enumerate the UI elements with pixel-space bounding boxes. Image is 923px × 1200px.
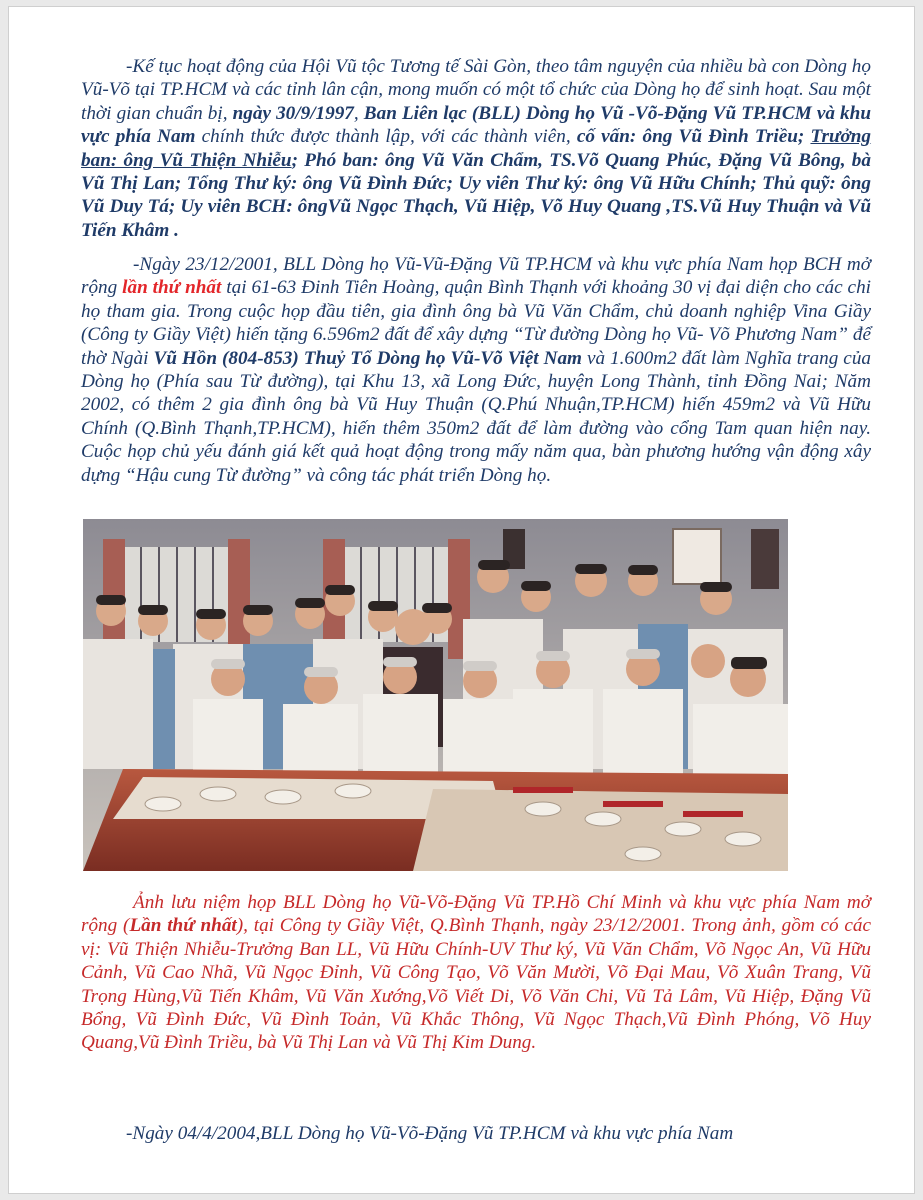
document-page — [8, 6, 915, 1194]
advisor: cố vấn: ông Vũ Đình Triều; — [576, 126, 811, 148]
founding-date: ngày 30/9/1997 — [232, 102, 354, 124]
text-run: Ảnh lưu niệm họp BLL Dòng họ Vũ-Võ-Đặng Vũ TP.Hồ Chí Minh và khu vực phía Nam mở rộng ( — [81, 892, 871, 937]
organization-name: Ban Liên lạc (BLL) Dòng họ Vũ -Võ-Đặng Vũ TP.HCM và khu vực phía Nam — [81, 102, 871, 148]
first-time-highlight: lần thứ nhất — [122, 277, 222, 299]
text-run: -Kế tục hoạt động của Hội Vũ tộc Tương tế Sài Gòn, theo tâm nguyện của nhiều bà con Dòng họ Vũ-Võ tại TP.HCM và các tỉnh lân cận, mong muốn có một tổ chức của Dòng họ để sinh hoạt. Sau một thời gian chuẩn bị, — [81, 56, 871, 124]
paragraph-bll-founding — [81, 55, 871, 242]
text-run: , — [353, 102, 364, 124]
head-of-board: Trưởng ban: ông Vũ Thiện Nhiễu — [81, 126, 872, 171]
text-run: chính thức được thành lập, với các thành viên, — [195, 126, 577, 148]
photo-illustration — [83, 519, 788, 871]
text-run: -Ngày 23/12/2001, BLL Dòng họ Vũ-Vũ-Đặng Vũ TP.HCM và khu vực phía Nam họp BCH mở rộng — [81, 254, 871, 299]
text-run: tại 61-63 Đinh Tiên Hoàng, quận Bình Thạnh với khoảng 30 vị đại diện cho các chi họ tham gia. Trong cuộc họp đầu tiên, gia đình ông bà Vũ Văn Chẩm, chủ doanh nghiệp Vina Giầy (Công ty Giầy Việt) hiến tặng 6.596m2 đất để xây dựng “Từ đường Dòng họ Vũ- Võ Phương Nam” để thờ Ngài — [81, 277, 871, 369]
photo-caption — [81, 891, 871, 1055]
paragraph-2004-meeting — [81, 1122, 871, 1145]
text-run: và 1.600m2 đất làm Nghĩa trang của Dòng họ (Phía sau Từ đường), tại Khu 13, xã Long Đức, huyện Long Thành, tỉnh Đồng Nai; Năm 2002, có thêm 2 gia đình ông bà Vũ Huy Thuận (Q.Phú Nhuận,TP.HCM) hiến 459m2 và Vũ Hữu Chính (Q.Bình Thạnh,TP.HCM), hiến thêm 350m2 đất để làm đường vào cổng Tam quan hiện nay. Cuộc họp chủ yếu đánh giá kết quả hoạt động trong mấy năm qua, bàn phương hướng vận động xây dựng “Hậu cung Từ đường” và công tác phát triển Dòng họ. — [81, 347, 872, 486]
board-members: ; Phó ban: ông Vũ Văn Chẩm, TS.Võ Quang Phúc, Đặng Vũ Bông, bà Vũ Thị Lan; Tổng Thư ký: ông Vũ Đình Đức; Uy viên Thư ký: ông Vũ Hữu Chính; Thủ quỹ: ông Vũ Duy Tá; Uy viên BCH: ôngVũ Ngọc Thạch, Vũ Hiệp, Võ Huy Quang ,TS.Vũ Huy Thuận và Vũ Tiến Khâm . — [81, 149, 871, 241]
text-run: ), tại Công ty Giầy Việt, Q.Bình Thạnh, ngày 23/12/2001. Trong ảnh, gồm có các vị: Vũ Thiện Nhiễu-Trưởng Ban LL, Vũ Hữu Chính-UV Thư ký, Vũ Văn Chẩm, Võ Ngọc An, Vũ Hữu Cảnh, Vũ Cao Nhã, Vũ Ngọc Đỉnh, Vũ Công Tạo, Võ Văn Mười, Võ Đại Mau, Võ Xuân Trang, Vũ Trọng Hùng,Vũ Tiến Khâm, Vũ Văn Xướng,Võ Viết Di, Võ Văn Chi, Vũ Tả Lâm, Vũ Hiệp, Đặng Vũ Bổng, Vũ Đình Đức, Vũ Đình Toản, Vũ Khắc Thông, Vũ Ngọc Thạch,Vũ Đình Phóng, Võ Huy Quang,Vũ Đình Triều, bà Vũ Thị Lan và Vũ Thị Kim Dung. — [81, 915, 871, 1054]
group-meeting-photo — [83, 519, 788, 871]
first-time-label: Lần thứ nhất — [129, 915, 237, 937]
ancestor-name: Vũ Hồn (804-853) Thuỷ Tổ Dòng họ Vũ-Võ Việt Nam — [153, 347, 582, 369]
text-run: -Ngày 04/4/2004,BLL Dòng họ Vũ-Võ-Đặng Vũ TP.HCM và khu vực phía Nam — [126, 1123, 734, 1144]
paragraph-first-meeting — [81, 253, 871, 487]
